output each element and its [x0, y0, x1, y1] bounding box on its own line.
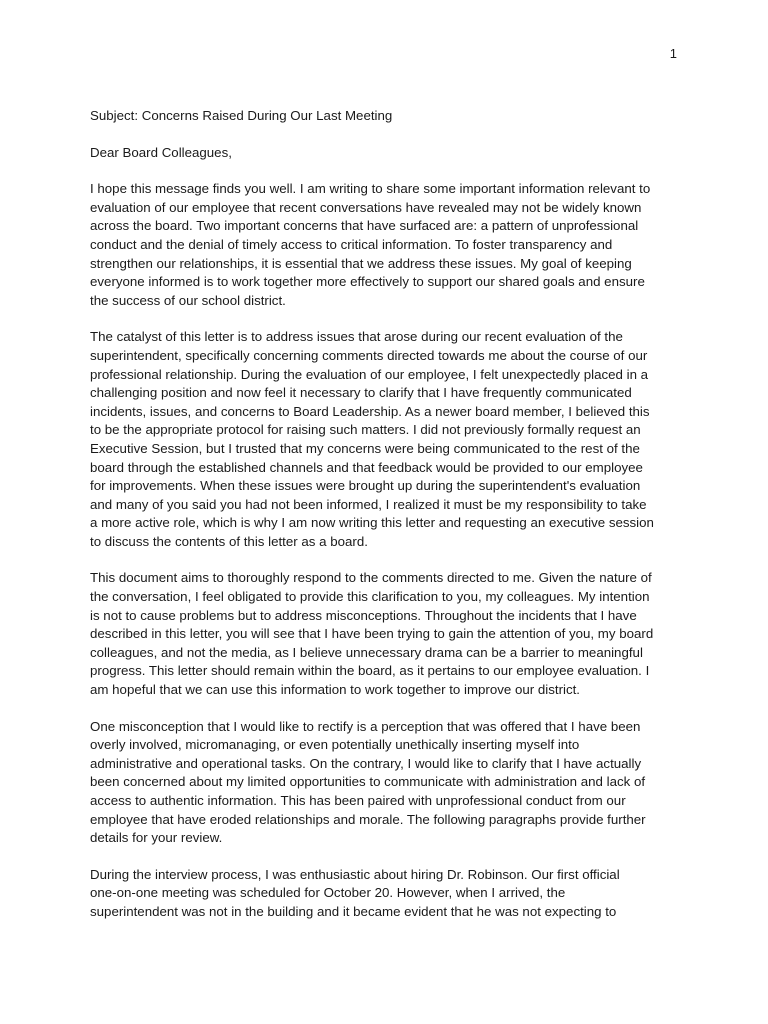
paragraph: This document aims to thoroughly respond to the comments directed to me. Given the nature of the conversation, I feel obligated to provide this clarification to you, my colleagues. My intention is not to cause problems but to address misconceptions. Throughout the incidents that I have described in this letter, you will see that I have been trying to gain the attention of you, my board colleagues, and not the media, as I believe unnecessary drama can be a barrier to meaningful progress. This letter should remain within the board, as it pertains to our employee evaluation. I am hopeful that we can use this information to work together to improve our district. [90, 570, 654, 698]
paragraph: During the interview process, I was enthusiastic about hiring Dr. Robinson. Our first official one-on-one meeting was scheduled for October 20. However, when I arrived, the superintendent was not in the building and it became evident that he was not expecting to [90, 866, 620, 919]
page-number: 1 [669, 46, 677, 61]
subject-line: Subject: Concerns Raised During Our Last Meeting [90, 108, 393, 123]
paragraph: One misconception that I would like to rectify is a perception that was offered that I have been overly involved, micromanaging, or even potentially unethically inserting myself into administrative and operational tasks. On the contrary, I would like to clarify that I have actually been concerned about my limited opportunities to communicate with administration and lack of access to authentic information. This has been paired with unprofessional conduct from our employee that have eroded relationships and morale. The following paragraphs provide further details for your review. [90, 718, 646, 846]
paragraph: I hope this message finds you well. I am writing to share some important information relevant to evaluation of our employee that recent conversations have revealed may not be widely known across the board. Two important concerns that have surfaced are: a pattern of unprofessional conduct and the denial of timely access to critical information. To foster transparency and strengthen our relationships, it is essential that we address these issues. My goal of keeping everyone informed is to work together more effectively to support our shared goals and ensure the success of our school district. [90, 181, 651, 308]
greeting: Dear Board Colleagues, [90, 144, 232, 160]
paragraph: The catalyst of this letter is to address issues that arose during our recent evaluation of the superintendent, specifically concerning comments directed towards me about the course of our professional relationship. During the evaluation of our employee, I felt unexpectedly placed in a challenging position and now feel it necessary to clarify that I have frequently communicated incidents, issues, and concerns to Board Leadership. As a newer board member, I believed this to be the appropriate protocol for raising such matters. I did not previously formally request an Executive Session, but I trusted that my concerns were being communicated to the rest of the board through the established channels and that feedback would be provided to our employee for improvements. When these issues were brought up during the superintendent's evaluation and many of you said you had not been informed, I realized it must be my responsibility to take a more active role, which is why I am now writing this letter and requesting an executive session to discuss the contents of this letter as a board. [90, 329, 654, 549]
letter-body [90, 107, 690, 940]
